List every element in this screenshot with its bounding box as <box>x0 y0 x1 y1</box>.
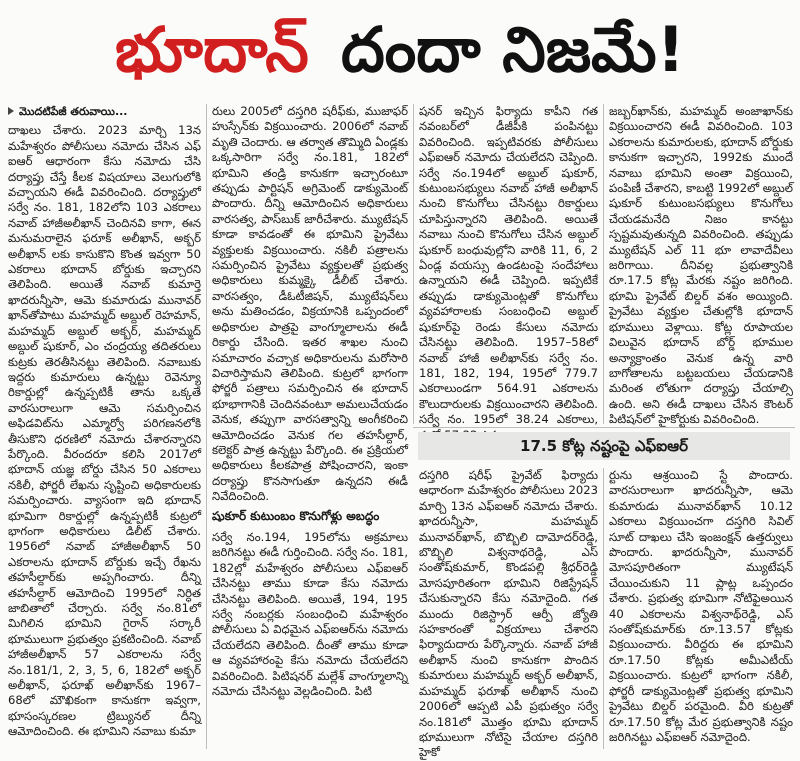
column-divider <box>206 104 207 749</box>
arrow-right-icon <box>8 107 14 115</box>
continued-kicker: మొదటిపేజీ తరువాయి... <box>8 104 201 119</box>
column-2-text: రులు 2005లో దస్తగిరి షరీఫ్‌కు, ముజాఫర్ హుస్సేన్‌కు విక్రయించారు. 2006లో నవాబ్ మృతి చెందారు. ఆ తర్వాత తొమ్మిది ఏండ్లకు ఒక్కసారిగా సర్వే నం.181, 182లో భూమిని తండ్రి కానుకగా ఇచ్చారంటూ తప్పుడు పార్టిషన్ అగ్రిమెంట్ డాక్యుమెంట్ పొందారు. దీన్ని ఆమోదించిన అధికారులు వారసత్వ, పాస్‌బుక్ జారీచేశారు. మ్యుటేషన్ కూడా కావడంతో ఈ భూమిని ప్రైవేటు వ్యక్తులకు విక్రయించారు. నకిలీ పత్రాలను సమర్పించిన ప్రైవేటు వ్యక్తులతో ప్రభుత్వ అధికారులు కుమ్మక్కై డీలీట్ చేశారు. వారసత్వం, డీఓటీజిషన్, మ్యుటేషన్‌లు అను మతించడం, విక్రయానికి ఒప్పందంలో అధికారుల పాత్రపై వాంగ్మూలాలను ఈడీ రికార్డు చేసింది. ఇతర శాఖల నుంచి సమాచారం వచ్చాక అధికారులను మరోసారి విచారిస్తామని తెలిపింది. కుట్రలో భాగంగా ఫోర్జరీ పత్రాలు సమర్పించిన ఈ భూదాన్ భూభాగానికి చెందినవంటూ అమలుచేయడం వెనుక, తప్పుగా వారసత్వాన్ని అంగీకరించి ఆమోదించడం వెనుక గల తహసీల్దార్, కలెక్టర్ పాత్ర ఉన్నట్టు పేర్కొంది. ఈ ప్రక్రియలో అధికారులు కీలకపాత్ర పోషించారని, ఇంకా దర్యాప్తు కొనసాగుతూ ఉన్నదని ఈడీ నివేదించింది. <box>212 104 408 504</box>
article-column-1 <box>8 104 201 752</box>
box-column-right <box>609 468 793 749</box>
headline-red: భూదాన్ <box>115 13 309 86</box>
column-2-subhead: షుకూర్ కుటుంబం కొనుగోళ్లు అబద్ధం <box>212 508 380 523</box>
column-divider <box>413 104 414 424</box>
column-divider <box>603 468 604 749</box>
headline-black: దందా నిజమే! <box>340 13 685 86</box>
column-4-text: జబ్బర్‌ఖాన్‌కు, మహమ్మద్ అంజాఖాన్‌కు విక్రయించారని ఈడీ వివరించింది. 103 ఎకరాలను కుమారులకు, భూదాన్ బోర్డుకు కానుకగా ఇచ్చారని, 1992కు ముందే నవాబు భూమిని అంతా విక్రయించి, పంపిణీ చేశారని, కాబట్టి 1992లో అబ్దుల్ షుకూర్ కుటుంబసభ్యులు కొనుగోలు చేయడమనేది నిజం కానట్టు స్పష్టమవుతున్నది వివరించింది. తప్పుడు మ్యుటేషన్ ఎల్ 11 భూ లావాదేవీలు జరిగాయి. దీనివల్ల ప్రభుత్వానికి రూ.17.5 కోట్ల మేరకు నష్టం జరిగింది. భూమి ప్రైవేట్ బిల్డర్ వశం అయ్యింది. ప్రైవేటు వ్యక్తుల చేతుల్లోకి భూదాన్ భూములు వెళ్లాయి. కోట్ల రూపాయల విలువైన భూదాన్ బోర్డ్ భూముల అన్యాక్రాంతం వెనుక ఉన్న వారి బాగోతాలను బట్టబయలు చేయడానికి మరింత లోతుగా దర్యాప్తు చేయాల్సి ఉంది. అని ఈడీ దాఖలు చేసిన కౌంటర్ పిటిషన్‌లో హైకోర్టుకు వివరించింది. <box>609 104 793 427</box>
article-column-2 <box>212 104 408 752</box>
box-title: 17.5 కోట్ల నష్టంపై ఎఫ్ఐఆర్ <box>418 432 790 460</box>
box-column-left <box>419 468 598 760</box>
column-2b-text: సర్వే నం.194, 195లోను అక్రమాలు జరిగినట్టు ఈడీ గుర్తించింది. సర్వే నం. 181, 182ల్లో మహేశ్వరం పోలీసులు ఎఫ్ఐఆర్ చేసినట్టు తాము కూడా కేసు నమోదు చేసినట్టు తెలిపింది. అయితే, 194, 195 సర్వే నంబర్లకు సంబంధించి మహేశ్వరం పోలీసులు ఏ విధమైన ఎఫ్ఐఆర్‌ను నమోదు చేయలేదని తెలిపింది. దీంతో తాము కూడా ఆ వ్యవహారంపై కేసు నమోదు చేయలేదని వివరించింది. పిటిషనర్ మల్లేశ్ వాంగ్మూలాన్ని నమోదు చేసినట్టు వెల్లడించింది. పిటి <box>212 529 408 699</box>
column-divider <box>603 104 604 424</box>
headline <box>0 0 800 100</box>
column-1-text: దాఖలు చేశారు. 2023 మార్చి 13న మహేశ్వరం పోలీసులు నమోదు చేసిన ఎఫ్ ఐఆర్ ఆధారంగా కేసు నమోదు చేసి దర్యాప్తు చేస్తే కీలక విషయాలు వెలుగులోకి వచ్చాయని ఈడీ వివరించింది. దర్యాప్తులో సర్వే నం. 181, 182లోని 103 ఎకరాలు నవాబ్ హాజీఅలీఖాన్ చెందినవి కాగా, ఈన మనుమరాలైన ఫరూక్ అలీఖాన్, అక్బర్ అలీఖాన్ లకు కాసుకొని కొంత ఇవ్వగా 50 ఎకరాలు భూదాన్ బోర్డుకు ఇచ్చారని తెలిపింది. అయితే నవాబ్ కుమార్తె ఖాదరున్నీసా, ఆమె కుమారుడు మునావర్ ఖాన్‌తోపాటు మహమ్మద్ అబ్దుల్ రెహమాన్, మహమ్మద్ అబ్దుల్ అక్బర్, మహమ్మద్ అబ్దుల్ షుకూర్, ఎం చంద్రయ్య తదితరులు కుట్రకు తెరతీసినట్టు తెలిపింది. నవాబుకు ఇద్దరు కుమారులు ఉన్నట్టు రెవెన్యూ రికార్డుల్లో ఉన్నప్పటికీ తాను ఒక్కతే వారసురాలుగా ఆమె సమర్పించిన అఫిడవిట్‌ను ఎమ్మార్వో పరిగణనలోకి తీసుకొని ధరణిలో నమోదు చేశారన్నారని పేర్కొంది. వీరందరూ కలిసి 2017లో భూదాన్ యజ్ఞ బోర్డు చేసిన 50 ఎకరాలు నకిలీ, ఫోర్జరీ లేఖను సృష్టించి అధికారులకు సమర్పించారు. వ్యాసంగా ఇది భూదాన్ భూమిగా రికార్డుల్లో ఉన్నప్పటికీ కుట్రలో భాగంగా అధికారులు డిలీట్ చేశారు. 1956లో నవాబ్ హాజీఅలీఖాన్ 50 ఎకరాలను భూదాన్ బోర్డుకు ఇచ్చే రేఖను తహసీల్దార్‌కు అప్పగించారు. దీన్ని తహసీల్దార్ ఆమోదించి 1995లో నిర్ధిత జాబితాలో చేర్చారు. సర్వే నం.81లో మిగిలిన భూమిని గైరాన్ సర్కారీ భూములుగా ప్రభుత్వం ప్రకటించింది. నవాబ్ హాజీఅలీఖాన్ 57 ఎకరాలను సర్వే నం.181/1, 2, 3, 5, 6, 182లో అక్బర్ అలీఖాన్, ఫరూఖ్ అలీఖాన్‌కు 1967–68లో మౌఖికంగా కానుకగా ఇవ్వగా, భూసంస్కరణల ట్రిబ్యునల్ దీన్ని ఆమోదించింది. ఈ భూమిని నవాబు కుమా <box>8 123 201 739</box>
column-3-text: షనర్ ఇచ్చిన ఫిర్యాదు కాపీని గత నవంబర్‌లో డీజీపీకి పంపినట్టు వివరించింది. ఇప్పటివరకు పోలీసులు ఎఫ్ఐఆర్ నమోదు చేయలేదని చెప్పింది. సర్వే నం.194లో అబ్దుల్ షుకూర్, కుటుంబసభ్యులు నవాబ్ హాజీ అలీఖాన్ నుంచి కొనుగోలు చేసినట్టు రికార్డులు చూపిస్తున్నారని తెలిపింది. అయితే నవాబు నుంచి కొనుగోలు చేసిన అబ్దుల్ షుకూర్ బంధువుల్లోని వారికి 11, 6, 2 ఏండ్ల వయస్సు ఉండటంపై సందేహాలు ఉన్నాయని ఈడీ చెప్పింది. ఇప్పటికే తప్పుడు డాక్యుమెంట్లతో కొనుగోలు వ్యవహారాలకు సంబంధించి అబ్దుల్ షుకూర్‌పై రెండు కేసులు నమోదు చేసినట్టు తెలిపింది. 1957–58లో నవాబ్ హాజీ అలీఖాన్‌కు సర్వే నం. 181, 182, 194, 195లో 779.7 ఎకరాలుండగా 564.91 ఎకరాలను కౌలుదారులకు విక్రయించారని తెలిపింది. సర్వే నం. 195లో 38.24 ఎకరాలు, <box>419 104 598 427</box>
article-column-3 <box>419 104 598 427</box>
box-right-text: ర్టును ఆశ్రయించి స్టే పొందారు. వారసురాలుగా ఖాదరున్నీసా, ఆమె కుమారుడు మునావర్‌ఖాన్ 10.12 ఎకరాలు విక్రయించగా దస్తగిరి సివిల్ సూట్ దాఖలు చేసి ఇంజంక్షన్ ఉత్తర్వులు పొందారు. ఖాదరున్నీసా, మునావర్ మోసపూరితంగా మ్యుటేషన్ చేయించుకుని 11 ప్లాట్ల ఒప్పందం చేశారు. ప్రభుత్వ భూమిగా నోటిఫైఅయిన 40 ఎకరాలను విశ్వనాథ్‌రెడ్డి, ఎస్ సంతోష్‌కుమార్‌కు రూ.13.57 కోట్లకు విక్రయించారు. వీరిద్దరు ఈ భూమిని రూ.17.50 కోట్లకు అమీఎటీయ్ విక్రయించారు. కుట్రలో భాగంగా నకిలీ, ఫోర్జరీ డాక్యుమెంట్లతో ప్రభుత్వ భూమిని ప్రైవేటు బిల్డర్ పరమైంది. వీరి కుట్రతో రూ.17.50 కోట్ల మేర ప్రభుత్వానికి నష్టం జరిగినట్టు ఎఫ్ఐఆర్ నమోదైంది. <box>609 468 793 744</box>
box-left-text: దస్తగిరి షరీఫ్ ప్రైవేట్ ఫిర్యాదు ఆధారంగా మహేశ్వరం పోలీసులు 2023 మార్చి 13న ఎఫ్ఐఆర్ నమోదు చేశారు. ఖాదరున్నీసా, మహమ్మద్ మునావర్‌ఖాన్, బొబ్బిలి దామోదర్‌రెడ్డి, బొబ్బిలి విశ్వనాథరెడ్డి, ఎస్ సంతోష్‌కుమార్, కొండపల్లి శ్రీధర్‌రెడ్డి మోసపూరితంగా భూమిని రిజిస్ట్రేషన్ చేసుకున్నారని కేసు నమోదైంది. గత ముందు రిజిస్ట్రార్ ఆర్పీ జ్యోతి సహకారంతో విక్రయాలు చేశారని ఫిర్యాదుదారు పేర్కొన్నారు. నవాబ్ హాజీ అలీఖాన్ నుంచి కానుకగా పొందిన కుమారులు మహమ్మద్ అక్బర్ అలీఖాన్, మహమ్మద్ ఫరూఖ్ అలీఖాన్ నుంచి 2006లో ఆప్పటి ఎపీ ప్రభుత్వం సర్వే నం.181లో మొత్తం భూమి భూదాన్ భూములుగా నోటిసై చేయాల దస్తగిరి హైకో <box>419 468 598 760</box>
article-column-4 <box>609 104 793 427</box>
